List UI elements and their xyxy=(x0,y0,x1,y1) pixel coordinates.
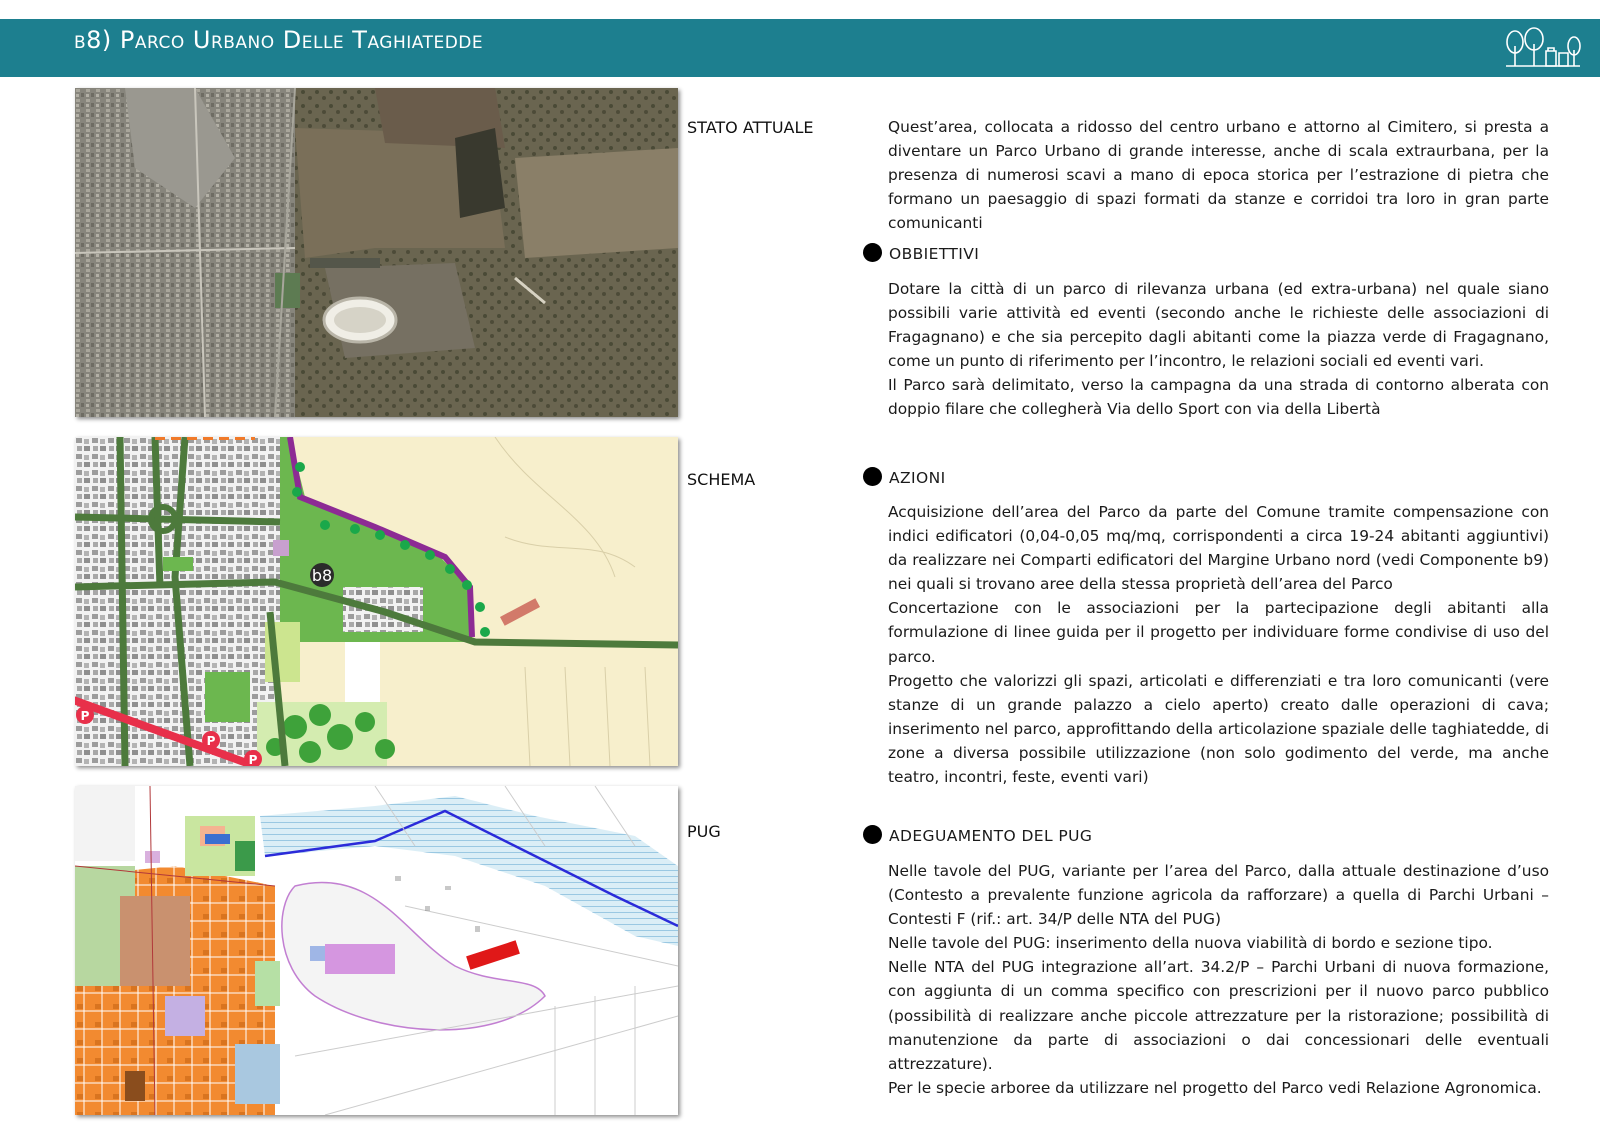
pug-map xyxy=(75,786,678,1115)
paragraph: Nelle NTA del PUG integrazione all’art. 34.2/P – Parchi Urbani di nuova formazione, con aggiunta di un comma specifico con prescrizioni per il nuovo parco pubblico (possibilità di realizzare anche piccole attrezzature per la ristorazione; possibilità di manutenzione da parte di associazioni o dai concessionari delle eventuali attrezzature). xyxy=(888,958,1549,1073)
svg-text:P: P xyxy=(206,734,216,748)
bullet-icon xyxy=(863,825,882,844)
svg-text:P: P xyxy=(80,709,90,723)
park-marker-label: b8 xyxy=(311,566,333,585)
paragraph: Acquisizione dell’area del Parco da parte del Comune tramite compensazione con indici edificatori (0,04-0,05 mq/mq, corrispondenti a circa 19-24 abitanti aggiuntivi) da realizzare nei Comparti edificatori del Margine Urbano nord (vedi Componente b9) nei quali si trovano aree della stessa proprietà dell’area del Parco xyxy=(888,503,1549,594)
aerial-photo xyxy=(75,88,678,417)
svg-text:P: P xyxy=(248,753,258,766)
bullet-icon xyxy=(863,467,882,486)
pug-label: PUG xyxy=(687,822,721,841)
obbiettivi-text xyxy=(888,277,1549,422)
paragraph: Nelle tavole del PUG, variante per l’area del Parco, dalla attuale destinazione d’uso (Contesto a prevalente funzione agricola da rafforzare) a quella di Parchi Urbani – Contesti F (rif.: art. 34/P delle NTA del PUG) xyxy=(888,862,1549,929)
azioni-heading: AZIONI xyxy=(863,467,946,487)
bullet-icon xyxy=(863,243,882,262)
paragraph: Concertazione con le associazioni per la partecipazione degli abitanti alla formulazione di linee guida per il progetto per individuare forme condivise di uso del parco. xyxy=(888,599,1549,666)
schema-label: SCHEMA xyxy=(687,470,756,489)
paragraph: Per le specie arboree da utilizzare nel progetto del Parco vedi Relazione Agronomica. xyxy=(888,1078,1542,1097)
paragraph: Dotare la città di un parco di rilevanza urbana (ed extra-urbana) nel quale siano possibili varie attività ed eventi (secondo anche le richieste delle associazioni di Fragagnano) e che sia percepito dagli abitanti come la piazza verde di Fragagnano, come un punto di riferimento per l’incontro, le relazioni sociali ed eventi vari. xyxy=(888,280,1549,371)
intro-paragraph: Quest’area, collocata a ridosso del centro urbano e attorno al Cimitero, si presta a diventare un Parco Urbano di grande interesse, anche di scala extraurbana, per la presenza di numerosi scavi a mano di epoca storica per l’estrazione di pietra che formano un paesaggio di spazi formati da stanze e corridoi tra loro in gran parte comunicanti xyxy=(888,118,1549,233)
adeguamento-text xyxy=(888,859,1549,1100)
stato-attuale-label: STATO ATTUALE xyxy=(687,118,814,137)
trees-logo-icon xyxy=(1504,26,1582,70)
schema-map xyxy=(75,437,678,766)
page-title: b8) Parco Urbano Delle Taghiatedde xyxy=(74,26,484,54)
adeguamento-heading: ADEGUAMENTO DEL PUG xyxy=(863,825,1092,845)
paragraph: Nelle tavole del PUG: inserimento della nuova viabilità di bordo e sezione tipo. xyxy=(888,934,1493,953)
obbiettivi-heading: OBBIETTIVI xyxy=(863,243,979,263)
azioni-text xyxy=(888,500,1549,789)
paragraph: Il Parco sarà delimitato, verso la campagna da una strada di contorno alberata con doppio filare che collegherà Via dello Sport con via della Libertà xyxy=(888,376,1549,419)
paragraph: Progetto che valorizzi gli spazi, articolati e differenziati e tra loro comunicanti (vere stanze di un grande palazzo a cielo aperto) creato dalle operazioni di cava; inserimento nel parco, approfittando della articolazione spaziale delle taghiatedde, di zone a diversa possibile utilizzazione (non solo godimento del verde, ma anche teatro, incontri, feste, eventi vari) xyxy=(888,671,1549,787)
